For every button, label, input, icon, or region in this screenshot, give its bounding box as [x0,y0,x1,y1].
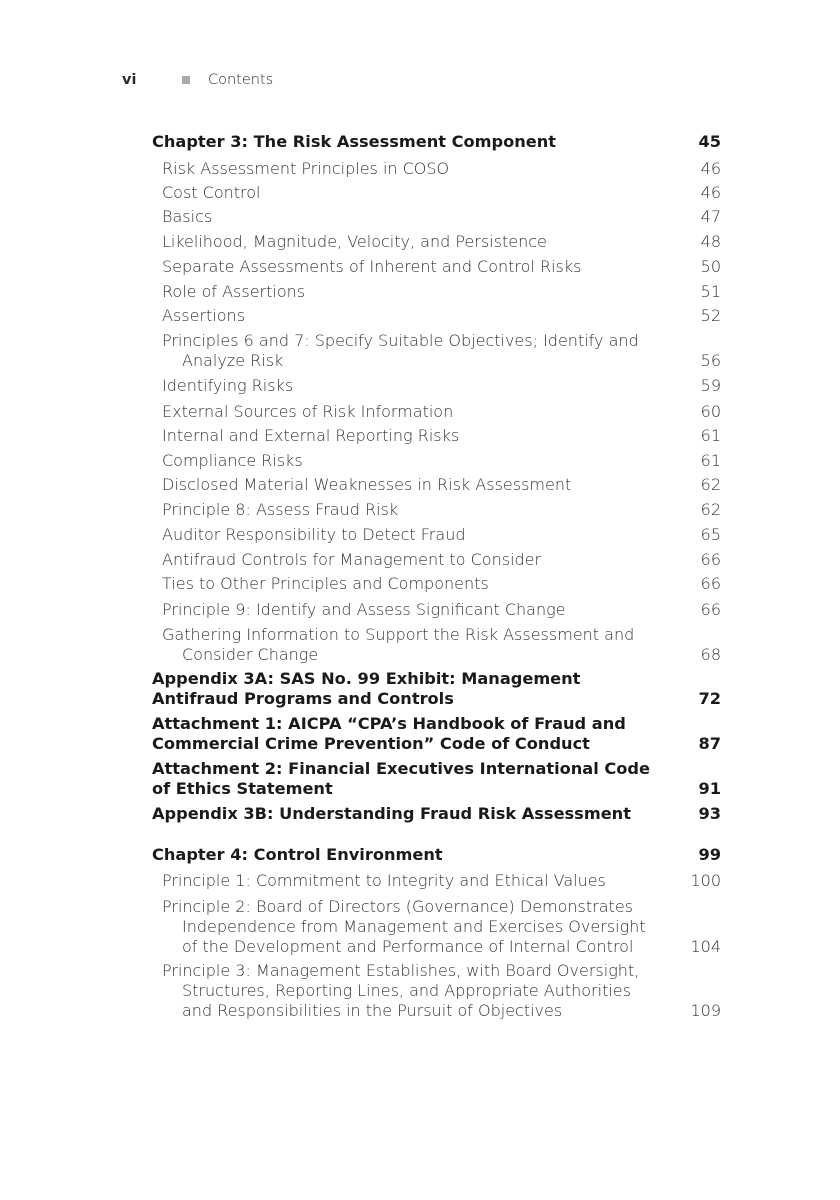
toc-entry-title: Principle 1: Commitment to Integrity and Ethical Values [162,871,606,890]
toc-entry-title: Principle 9: Identify and Assess Significant Change [162,600,566,619]
square-bullet-icon [182,76,190,84]
page-folio: vi [122,72,137,88]
toc-entry-page: 66 [700,550,721,569]
toc-entry-page: 51 [700,282,721,301]
toc-entry[interactable] [162,282,721,302]
running-title: Contents [208,72,274,88]
toc-entry-page: 93 [698,804,721,823]
toc-entry-title: Risk Assessment Principles in COSO [162,159,450,178]
toc-entry-title: Principles 6 and 7: Specify Suitable Objectives; Identify and Analyze Risk [162,331,639,370]
toc-appendix[interactable] [152,714,721,754]
toc-entry-title: Identifying Risks [162,376,294,395]
toc-entry-page: 47 [700,207,721,226]
toc-entry-title: Likelihood, Magnitude, Velocity, and Persistence [162,232,547,251]
toc-entry-page: 109 [690,1001,721,1020]
toc-entry-title: Principle 3: Management Establishes, with Board Oversight, Structures, Reporting Lines, and Appropriate Authorities and Responsibilities in the Pursuit of Objectives [162,961,640,1020]
toc-entry[interactable] [162,376,721,396]
toc-entry[interactable] [162,625,721,665]
toc-entry[interactable] [162,525,721,545]
toc-entry-page: 61 [700,426,721,445]
toc-entry[interactable] [162,402,721,422]
toc-entry-title: Principle 8: Assess Fraud Risk [162,500,399,519]
toc-entry[interactable] [162,257,721,277]
toc-entry-page: 48 [700,232,721,251]
toc-entry[interactable] [162,159,721,179]
toc-entry-page: 59 [700,376,721,395]
toc-entry-title: Disclosed Material Weaknesses in Risk Assessment [162,475,572,494]
toc-entry[interactable] [162,207,721,227]
toc-entry-title: Basics [162,207,213,226]
toc-entry[interactable] [162,897,721,957]
toc-entry[interactable] [162,451,721,471]
toc-entry-page: 56 [700,351,721,370]
toc-entry-title: External Sources of Risk Information [162,402,454,421]
toc-entry-page: 46 [700,183,721,202]
toc-entry-title: Chapter 4: Control Environment [152,845,443,864]
toc-appendix[interactable] [152,759,721,799]
toc-entry-title: Assertions [162,306,246,325]
toc-entry[interactable] [162,961,721,1021]
toc-entry-title: Attachment 2: Financial Executives International Code of Ethics Statement [152,759,650,798]
toc-entry-title: Auditor Responsibility to Detect Fraud [162,525,466,544]
toc-entry-page: 45 [698,132,721,151]
toc-entry[interactable] [162,426,721,446]
toc-entry-page: 62 [700,500,721,519]
toc-entry-page: 104 [690,937,721,956]
toc-entry-title: Compliance Risks [162,451,303,470]
toc-entry-page: 99 [698,845,721,864]
toc-entry-title: Cost Control [162,183,261,202]
toc-entry-title: Role of Assertions [162,282,306,301]
toc-entry-title: Ties to Other Principles and Components [162,574,489,593]
toc-appendix[interactable] [152,669,721,709]
toc-entry-title: Antifraud Controls for Management to Consider [162,550,542,569]
toc-entry-page: 46 [700,159,721,178]
toc-entry-page: 62 [700,475,721,494]
toc-entry[interactable] [162,550,721,570]
toc-entry-title: Internal and External Reporting Risks [162,426,460,445]
toc-entry-page: 65 [700,525,721,544]
toc-entry-title: Principle 2: Board of Directors (Governance) Demonstrates Independence from Management and Exercises Oversight of the Development and Performance of Internal Control [162,897,646,956]
toc-entry[interactable] [162,574,721,594]
toc-entry-page: 68 [700,645,721,664]
toc-entry-page: 66 [700,574,721,593]
toc-entry-page: 72 [698,689,721,708]
toc-entry-page: 52 [700,306,721,325]
toc-entry-page: 50 [700,257,721,276]
toc-entry-title: Appendix 3B: Understanding Fraud Risk Assessment [152,804,631,823]
toc-entry[interactable] [162,331,721,371]
toc-entry-title: Separate Assessments of Inherent and Control Risks [162,257,582,276]
toc-entry-page: 60 [700,402,721,421]
toc-entry[interactable] [162,600,721,620]
toc-entry-title: Chapter 3: The Risk Assessment Component [152,132,556,151]
toc-entry[interactable] [162,183,721,203]
toc-entry[interactable] [162,232,721,252]
toc-entry-page: 66 [700,600,721,619]
toc-entry-page: 91 [698,779,721,798]
toc-entry-title: Appendix 3A: SAS No. 99 Exhibit: Management Antifraud Programs and Controls [152,669,581,708]
toc-entry[interactable] [162,871,721,891]
toc-entry[interactable] [162,500,721,520]
toc-entry-page: 100 [690,871,721,890]
toc-entry[interactable] [162,475,721,495]
toc-entry-title: Gathering Information to Support the Risk Assessment and Consider Change [162,625,635,664]
toc-entry-page: 61 [700,451,721,470]
toc-chapter-heading[interactable] [152,845,721,865]
running-head [122,72,273,88]
toc-appendix[interactable] [152,804,721,824]
toc-entry-title: Attachment 1: AICPA “CPA’s Handbook of Fraud and Commercial Crime Prevention” Code of Conduct [152,714,626,753]
toc-entry[interactable] [162,306,721,326]
toc-chapter-heading[interactable] [152,132,721,152]
toc-entry-page: 87 [698,734,721,753]
